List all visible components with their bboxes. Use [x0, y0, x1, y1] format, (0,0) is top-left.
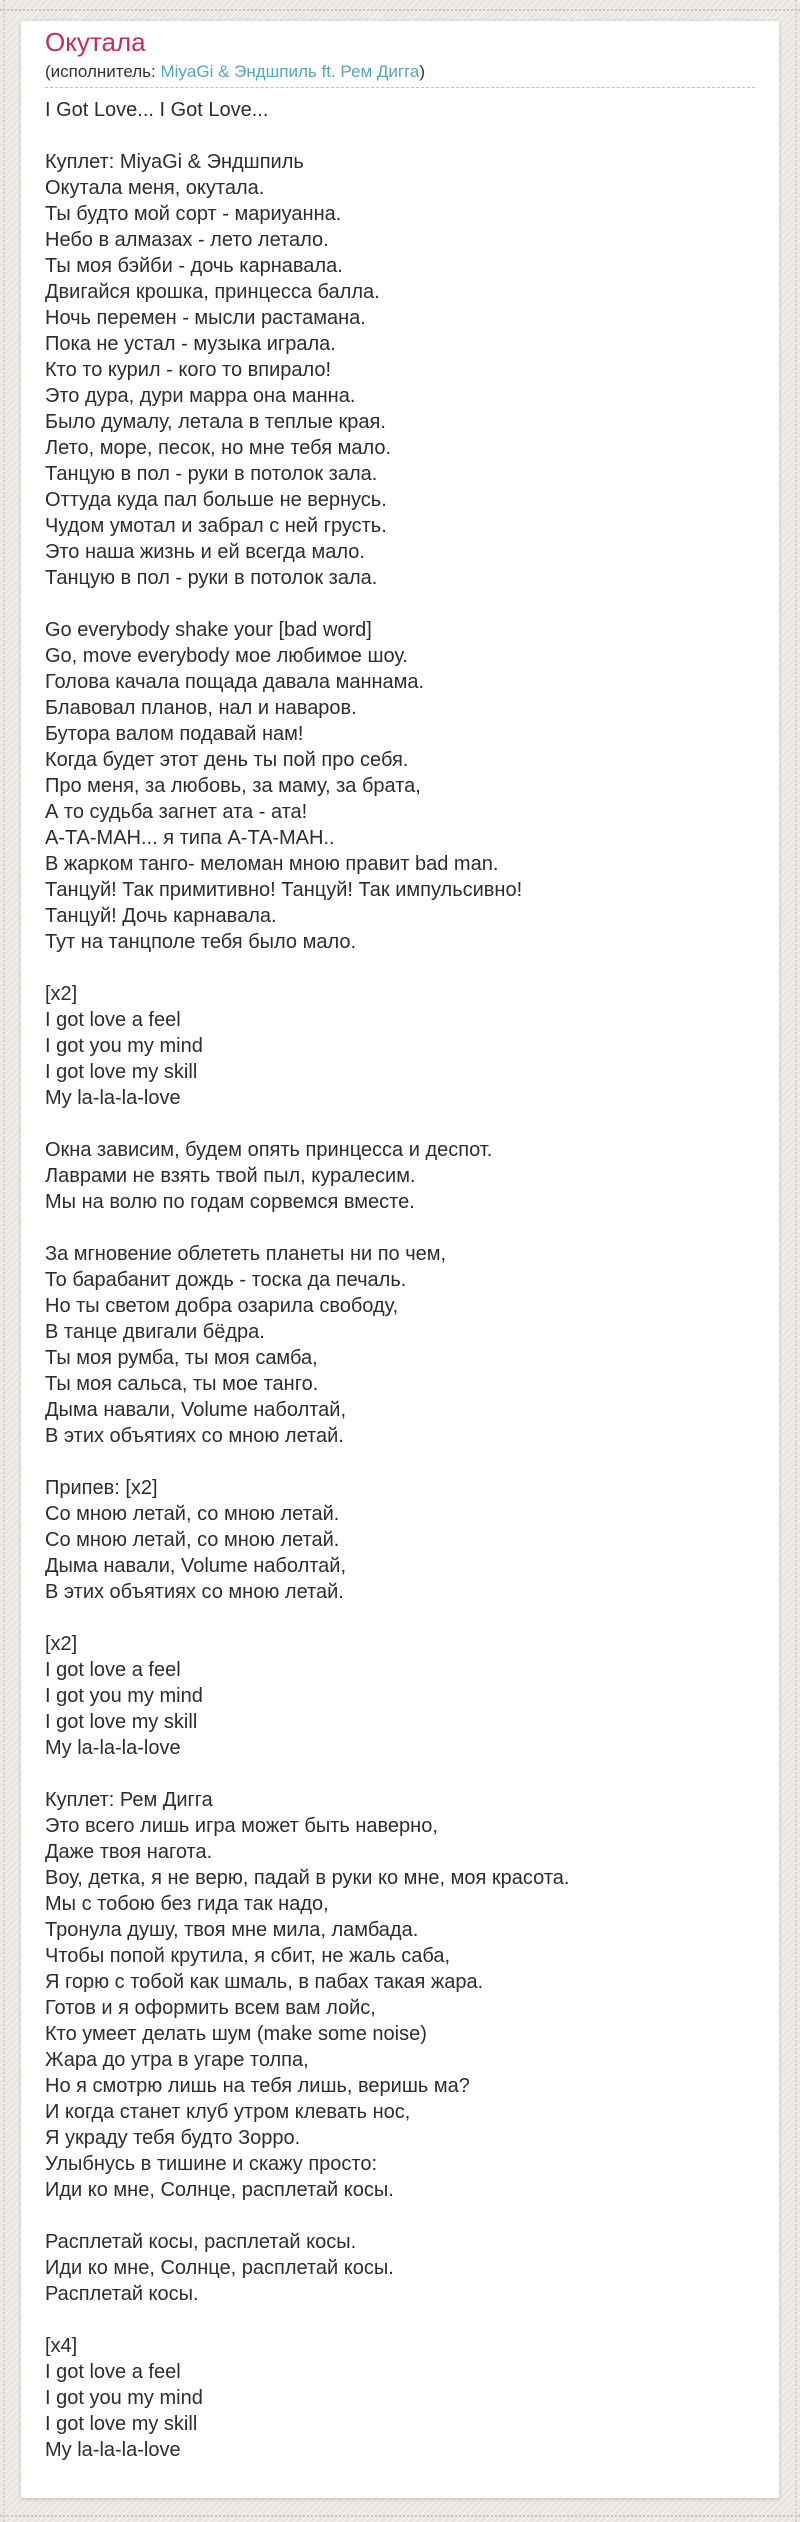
lyrics-line: Тут на танцполе тебя было мало. — [45, 931, 357, 953]
lyrics-line — [45, 591, 755, 617]
lyrics-line: Было думалу, летала в теплые края. — [45, 411, 386, 433]
artist-label-open: (исполнитель: — [45, 62, 161, 81]
lyrics-line: I got love my skill — [45, 1061, 198, 1083]
lyrics-line: I got you my mind — [45, 1685, 203, 1707]
lyrics-line: Пока не устал - музыка играла. — [45, 333, 336, 355]
lyrics-line: Окна зависим, будем опять принцесса и деспот. — [45, 1139, 493, 1161]
lyrics-line: My la-la-la-love — [45, 1737, 181, 1759]
lyrics-line: Расплетай косы. — [45, 2283, 199, 2305]
lyrics-line: В танце двигали бёдра. — [45, 1321, 265, 1343]
lyrics-line: Дыма навали, Volume наболтай, — [45, 1399, 347, 1421]
lyrics-line: В этих объятиях со мною летай. — [45, 1425, 344, 1447]
lyrics-line: Воу, детка, я не верю, падай в руки ко мне, моя красота. — [45, 1867, 570, 1889]
lyrics-line: За мгновение облететь планеты ни по чем, — [45, 1243, 447, 1265]
lyrics-line: И когда станет клуб утром клевать нос, — [45, 2101, 411, 2123]
lyrics-line: Go, move everybody мое любимое шоу. — [45, 645, 408, 667]
lyrics-line — [45, 1605, 755, 1631]
lyrics-line: Лето, море, песок, но мне тебя мало. — [45, 437, 392, 459]
artist-line — [45, 62, 755, 82]
lyrics-line: I got love my skill — [45, 2413, 198, 2435]
lyrics-line: Танцуй! Дочь карнавала. — [45, 905, 277, 927]
stitch-border-right — [795, 0, 797, 2522]
lyrics-line: Go everybody shake your [bad word] — [45, 619, 372, 641]
lyrics-line: Мы с тобою без гида так надо, — [45, 1893, 329, 1915]
lyrics-line: Ты будто мой сорт - мариуанна. — [45, 203, 342, 225]
lyrics-line: Ночь перемен - мысли растамана. — [45, 307, 366, 329]
lyrics-line: Со мною летай, со мною летай. — [45, 1503, 340, 1525]
lyrics-line: I got love a feel — [45, 2361, 181, 2383]
lyrics-line: My la-la-la-love — [45, 1087, 181, 1109]
lyrics-line: Ты моя румба, ты моя самба, — [45, 1347, 318, 1369]
artist-link[interactable]: MiyaGi & Эндшпиль ft. Рем Дигга — [160, 62, 420, 81]
lyrics-line: Куплет: Рем Дигга — [45, 1789, 213, 1811]
lyrics-line: I got you my mind — [45, 2387, 203, 2409]
lyrics-line: I got love a feel — [45, 1659, 181, 1681]
lyrics-text — [45, 88, 755, 2463]
lyrics-line: Кто умеет делать шум (make some noise) — [45, 2023, 427, 2045]
lyrics-line: Но я смотрю лишь на тебя лишь, веришь ма? — [45, 2075, 470, 2097]
lyrics-line: My la-la-la-love — [45, 2439, 181, 2461]
lyrics-line: В этих объятиях со мною летай. — [45, 1581, 344, 1603]
lyrics-line: Я горю с тобой как шмаль, в пабах такая жара. — [45, 1971, 484, 1993]
lyrics-line: Ты моя сальса, ты мое танго. — [45, 1373, 319, 1395]
artist-label-close: ) — [419, 62, 426, 81]
lyrics-line: Готов и я оформить всем вам лойс, — [45, 1997, 376, 2019]
lyrics-line: Это дура, дури марра она манна. — [45, 385, 356, 407]
lyrics-line — [45, 955, 755, 981]
lyrics-line: Иди ко мне, Солнце, расплетай косы. — [45, 2257, 394, 2279]
lyrics-line: Но ты светом добра озарила свободу, — [45, 1295, 399, 1317]
lyrics-line: Со мною летай, со мною летай. — [45, 1529, 340, 1551]
lyrics-line: Чудом умотал и забрал с ней грусть. — [45, 515, 387, 537]
lyrics-line: Голова качала пощада давала маннама. — [45, 671, 425, 693]
lyrics-line: Небо в алмазах - лето летало. — [45, 229, 329, 251]
lyrics-line: Мы на волю по годам сорвемся вместе. — [45, 1191, 415, 1213]
lyrics-line: [x2] — [45, 1633, 78, 1655]
lyrics-line: Оттуда куда пал больше не вернусь. — [45, 489, 387, 511]
lyrics-card — [21, 21, 779, 2498]
lyrics-line: I got you my mind — [45, 1035, 203, 1057]
lyrics-line: [x4] — [45, 2335, 78, 2357]
lyrics-line: Лаврами не взять твой пыл, куралесим. — [45, 1165, 416, 1187]
lyrics-line — [45, 1449, 755, 1475]
lyrics-line: Тронула душу, твоя мне мила, ламбада. — [45, 1919, 419, 1941]
lyrics-line: Блавовал планов, нал и наваров. — [45, 697, 357, 719]
lyrics-line: I got love a feel — [45, 1009, 181, 1031]
lyrics-line: А то судьба загнет ата - ата! — [45, 801, 308, 823]
lyrics-line: То барабанит дождь - тоска да печаль. — [45, 1269, 407, 1291]
lyrics-line: Танцуй! Так примитивно! Танцуй! Так импульсивно! — [45, 879, 523, 901]
lyrics-line — [45, 123, 755, 149]
lyrics-line: Бутора валом подавай нам! — [45, 723, 304, 745]
lyrics-line: Жара до утра в угаре толпа, — [45, 2049, 309, 2071]
lyrics-line: I Got Love... I Got Love... — [45, 99, 269, 121]
lyrics-line — [45, 1111, 755, 1137]
lyrics-line: Расплетай косы, расплетай косы. — [45, 2231, 357, 2253]
lyrics-line: Даже твоя нагота. — [45, 1841, 213, 1863]
lyrics-line: Танцую в пол - руки в потолок зала. — [45, 463, 378, 485]
lyrics-line: Дыма навали, Volume наболтай, — [45, 1555, 347, 1577]
lyrics-line: Я украду тебя будто Зорро. — [45, 2127, 301, 2149]
lyrics-line: Припев: [x2] — [45, 1477, 158, 1499]
stitch-border-bottom — [0, 2515, 800, 2517]
lyrics-line — [45, 2203, 755, 2229]
lyrics-line: Танцую в пол - руки в потолок зала. — [45, 567, 378, 589]
lyrics-line: Иди ко мне, Солнце, расплетай косы. — [45, 2179, 394, 2201]
lyrics-line — [45, 2307, 755, 2333]
lyrics-line: Улыбнусь в тишине и скажу просто: — [45, 2153, 378, 2175]
lyrics-line: Про меня, за любовь, за маму, за брата, — [45, 775, 421, 797]
lyrics-line: Куплет: MiyaGi & Эндшпиль — [45, 151, 304, 173]
lyrics-line: Ты моя бэйби - дочь карнавала. — [45, 255, 343, 277]
lyrics-line: [x2] — [45, 983, 78, 1005]
lyrics-line: Это всего лишь игра может быть наверно, — [45, 1815, 438, 1837]
lyrics-line: В жарком танго- меломан мною правит bad man. — [45, 853, 499, 875]
stitch-border-left — [3, 0, 5, 2522]
lyrics-line: Это наша жизнь и ей всегда мало. — [45, 541, 365, 563]
lyrics-line — [45, 1761, 755, 1787]
lyrics-line: Чтобы попой крутила, я сбит, не жаль саба, — [45, 1945, 451, 1967]
song-title: Окутала — [45, 27, 146, 57]
lyrics-line: Окутала меня, окутала. — [45, 177, 265, 199]
lyrics-line: Двигайся крошка, принцесса балла. — [45, 281, 380, 303]
lyrics-line: Когда будет этот день ты пой про себя. — [45, 749, 409, 771]
lyrics-line — [45, 1215, 755, 1241]
lyrics-line: А-ТА-МАН... я типа А-ТА-МАН.. — [45, 827, 335, 849]
lyrics-line: Кто то курил - кого то впирало! — [45, 359, 332, 381]
stitch-border-top — [0, 9, 800, 11]
lyrics-line: I got love my skill — [45, 1711, 198, 1733]
